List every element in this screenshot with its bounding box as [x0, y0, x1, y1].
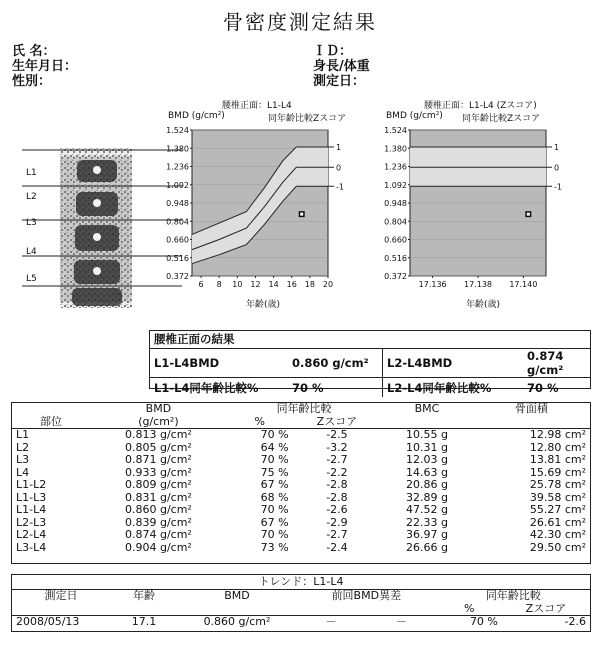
spine-label-l5: L5: [26, 274, 37, 284]
trend-col-z: Zスコア: [525, 601, 567, 615]
chart-right-xlabel: 年齢(歳): [466, 300, 501, 310]
l1l4-age-label: L1-L4同年齢比較%: [154, 380, 259, 395]
x-tick-label: 17.138: [464, 280, 492, 289]
bmc-cell: 32.89 g: [405, 490, 448, 504]
site-cell: L4: [16, 465, 30, 479]
trend-bmd-cell: 0.860 g/cm²: [203, 615, 271, 628]
y-tick-label: 1.380: [166, 144, 189, 154]
site-cell: L2-L4: [16, 528, 47, 541]
x-tick-label: 8: [216, 280, 222, 289]
trend-age-cell: 17.1: [131, 615, 157, 628]
trend-col-age-compare: 同年齢比較: [485, 589, 541, 602]
sex-label: 性別：: [12, 74, 52, 89]
trend-diff-cell: －: [325, 615, 337, 628]
site-detail-box: [11, 402, 591, 564]
z-cell: -3.2: [326, 440, 348, 454]
name-label: 氏 名：: [12, 44, 56, 59]
col-area: 骨面積: [514, 402, 548, 415]
y-tick-label: 0.372: [166, 272, 189, 281]
patient-info-left: [12, 44, 77, 89]
bmd-age-chart: [160, 124, 358, 296]
area-cell: 12.98 cm²: [529, 428, 586, 441]
l2l4-bmd-value: 0.874 g/cm²: [527, 349, 564, 377]
y-tick-label: 1.236: [166, 162, 189, 172]
series-label: -1: [554, 182, 562, 192]
site-cell: L2-L3: [16, 515, 47, 529]
series-label: 1: [336, 142, 342, 152]
spine-label-l2: L2: [26, 192, 37, 202]
pct-cell: 68 %: [260, 490, 289, 504]
patient-marker-inner: [300, 213, 303, 216]
bmc-cell: 20.86 g: [405, 478, 448, 491]
table-row: [12, 429, 590, 442]
x-tick-label: 17.136: [418, 280, 447, 289]
l2l4-age-label: L2-L4同年齢比較%: [387, 380, 492, 395]
lumbar-result-table: [150, 349, 590, 397]
table-row: [12, 479, 590, 492]
y-tick-label: 0.660: [166, 235, 189, 245]
x-tick-label: 16: [286, 280, 297, 289]
z-cell: -2.4: [326, 540, 348, 554]
trend-col-diff: 前回BMD異差: [331, 589, 402, 602]
col-pct: %: [254, 414, 265, 428]
table-row: [12, 467, 590, 480]
table-row: [12, 454, 590, 467]
spine-label-l3: L3: [26, 218, 37, 228]
chart-left-xlabel: 年齢(歳): [246, 300, 281, 310]
trend-col-age: 年齢: [133, 589, 155, 602]
trend-col-bmd: BMD: [224, 589, 250, 602]
bmd-cell: 0.871 g/cm²: [124, 453, 192, 466]
pct-cell: 70 %: [260, 428, 289, 441]
l1l4-bmd-label: L1-L4BMD: [154, 356, 220, 370]
y-tick-label: 1.524: [166, 126, 189, 135]
trend-col-date: 測定日: [44, 589, 78, 602]
chart-left-title: 腰椎正面：L1-L4: [222, 101, 292, 111]
y-tick-label: 0.516: [384, 253, 407, 263]
chart-left-legend: 同年齢比較Zスコア: [268, 114, 347, 124]
series-label: 0: [336, 163, 342, 173]
area-cell: 26.61 cm²: [529, 515, 586, 529]
trend-box: [11, 574, 591, 632]
bmd-cell: 0.809 g/cm²: [124, 478, 192, 491]
y-tick-label: 0.660: [384, 235, 407, 245]
bmd-cell: 0.904 g/cm²: [124, 540, 192, 554]
site-cell: L1-L3: [16, 490, 47, 504]
x-tick-label: 20: [322, 280, 334, 289]
patient-info-right: [313, 44, 370, 89]
table-row: [12, 517, 590, 530]
y-tick-label: 0.804: [166, 217, 189, 227]
trend-table: [12, 590, 590, 629]
series-label: 0: [554, 163, 560, 173]
table-row: [12, 542, 590, 555]
table-row: [12, 442, 590, 455]
l1l4-bmd-value: 0.860 g/cm²: [288, 349, 383, 378]
page-title: 骨密度測定結果: [223, 10, 377, 34]
bmc-cell: 47.52 g: [405, 503, 448, 516]
z-cell: -2.7: [326, 528, 348, 541]
chart-right-ylabel: BMD (g/cm²): [386, 111, 443, 121]
table-row: [12, 504, 590, 517]
z-cell: -2.6: [326, 503, 348, 516]
trend-col-pct: %: [464, 601, 475, 615]
bmd-cell: 0.839 g/cm²: [124, 515, 192, 529]
y-tick-label: 1.524: [384, 126, 407, 135]
chart-right-legend: 同年齢比較Zスコア: [462, 114, 541, 124]
bmc-cell: 10.55 g: [405, 428, 448, 441]
z-cell: -2.5: [326, 428, 348, 441]
site-detail-table: [12, 403, 590, 554]
id-label: ＩＤ：: [313, 44, 353, 59]
series-label: -1: [336, 182, 344, 192]
date-label: 測定日：: [313, 74, 366, 89]
y-tick-label: 0.948: [384, 199, 407, 208]
pct-cell: 75 %: [260, 465, 289, 479]
col-bmd-unit: (g/cm²): [138, 414, 179, 428]
z-cell: -2.9: [326, 515, 348, 529]
bmc-cell: 12.03 g: [405, 453, 448, 466]
area-cell: 55.27 cm²: [529, 503, 586, 516]
bmd-cell: 0.874 g/cm²: [124, 528, 192, 541]
lumbar-result-box: [149, 330, 591, 395]
trend-row: [12, 616, 590, 629]
lumbar-result-title: 腰椎正面の結果: [150, 331, 590, 349]
col-age-compare: 同年齢比較: [276, 402, 332, 415]
site-cell: L1-L4: [16, 503, 47, 516]
pct-cell: 67 %: [260, 515, 289, 529]
y-tick-label: 1.092: [384, 180, 407, 190]
area-cell: 15.69 cm²: [529, 465, 586, 479]
table-row: [12, 529, 590, 542]
spine-label-l1: L1: [26, 168, 37, 178]
bmd-zscore-chart: [378, 124, 576, 296]
site-cell: L1-L2: [16, 478, 47, 491]
table-row: [12, 492, 590, 505]
col-bmd: BMD: [145, 402, 172, 415]
site-cell: L3: [16, 453, 30, 466]
z-cell: -2.8: [326, 490, 348, 504]
bmd-cell: 0.933 g/cm²: [124, 465, 192, 479]
trend-pct-cell: 70 %: [469, 615, 498, 628]
col-z: Zスコア: [316, 414, 358, 428]
y-tick-label: 0.516: [166, 253, 189, 263]
area-cell: 13.81 cm²: [529, 453, 586, 466]
chart-left-ylabel: BMD (g/cm²): [168, 111, 225, 121]
bmd-cell: 0.805 g/cm²: [124, 440, 192, 454]
y-tick-label: 1.092: [166, 180, 189, 190]
y-tick-label: 1.236: [384, 162, 407, 172]
height-weight-label: 身長/体重: [313, 59, 370, 74]
x-tick-label: 12: [250, 280, 261, 289]
y-tick-label: 0.372: [384, 272, 407, 281]
pct-cell: 70 %: [260, 503, 289, 516]
l1l4-age-value: 70 %: [288, 378, 383, 398]
x-tick-label: 18: [304, 280, 315, 289]
series-label: 1: [554, 142, 560, 152]
l2l4-bmd-label: L2-L4BMD: [387, 356, 453, 370]
trend-title: トレンド：L1-L4: [12, 575, 590, 590]
col-site: 部位: [40, 414, 62, 428]
bmc-cell: 22.33 g: [405, 515, 448, 529]
bmc-cell: 14.63 g: [405, 465, 448, 479]
y-tick-label: 0.948: [166, 199, 189, 208]
area-cell: 25.78 cm²: [529, 478, 586, 491]
normal-range-band: [410, 147, 546, 186]
bmd-cell: 0.860 g/cm²: [124, 503, 192, 516]
spine-label-l4: L4: [26, 247, 37, 257]
bmc-cell: 36.97 g: [405, 528, 448, 541]
bmc-cell: 10.31 g: [405, 440, 448, 454]
trend-diff2-cell: －: [395, 615, 407, 628]
bmd-cell: 0.813 g/cm²: [124, 428, 192, 441]
pct-cell: 70 %: [260, 453, 289, 466]
chart-right-title: 腰椎正面：L1-L4 (Zスコア): [424, 101, 537, 111]
z-cell: -2.2: [326, 465, 348, 479]
trend-date-cell: 2008/05/13: [16, 615, 80, 628]
bmc-cell: 26.66 g: [405, 540, 448, 554]
trend-z-cell: -2.6: [564, 615, 586, 628]
x-tick-label: 10: [232, 280, 243, 289]
patient-marker-inner: [527, 213, 530, 216]
site-cell: L2: [16, 440, 30, 454]
z-cell: -2.7: [326, 453, 348, 466]
x-tick-label: 14: [268, 280, 279, 289]
pct-cell: 64 %: [260, 440, 289, 454]
site-cell: L1: [16, 428, 30, 441]
area-cell: 42.30 cm²: [529, 528, 586, 541]
dob-label: 生年月日：: [12, 59, 78, 74]
l2l4-age-value: 70 %: [527, 380, 559, 395]
area-cell: 12.80 cm²: [529, 440, 586, 454]
site-cell: L3-L4: [16, 540, 47, 554]
y-tick-label: 0.804: [384, 217, 407, 227]
col-bmc: BMC: [414, 402, 440, 415]
pct-cell: 67 %: [260, 478, 289, 491]
z-cell: -2.8: [326, 478, 348, 491]
pct-cell: 73 %: [260, 540, 289, 554]
area-cell: 39.58 cm²: [529, 490, 586, 504]
x-tick-label: 6: [198, 280, 204, 289]
y-tick-label: 1.380: [384, 144, 407, 154]
x-tick-label: 17.140: [509, 280, 538, 289]
pct-cell: 70 %: [260, 528, 289, 541]
bmd-cell: 0.831 g/cm²: [124, 490, 192, 504]
area-cell: 29.50 cm²: [529, 540, 586, 554]
